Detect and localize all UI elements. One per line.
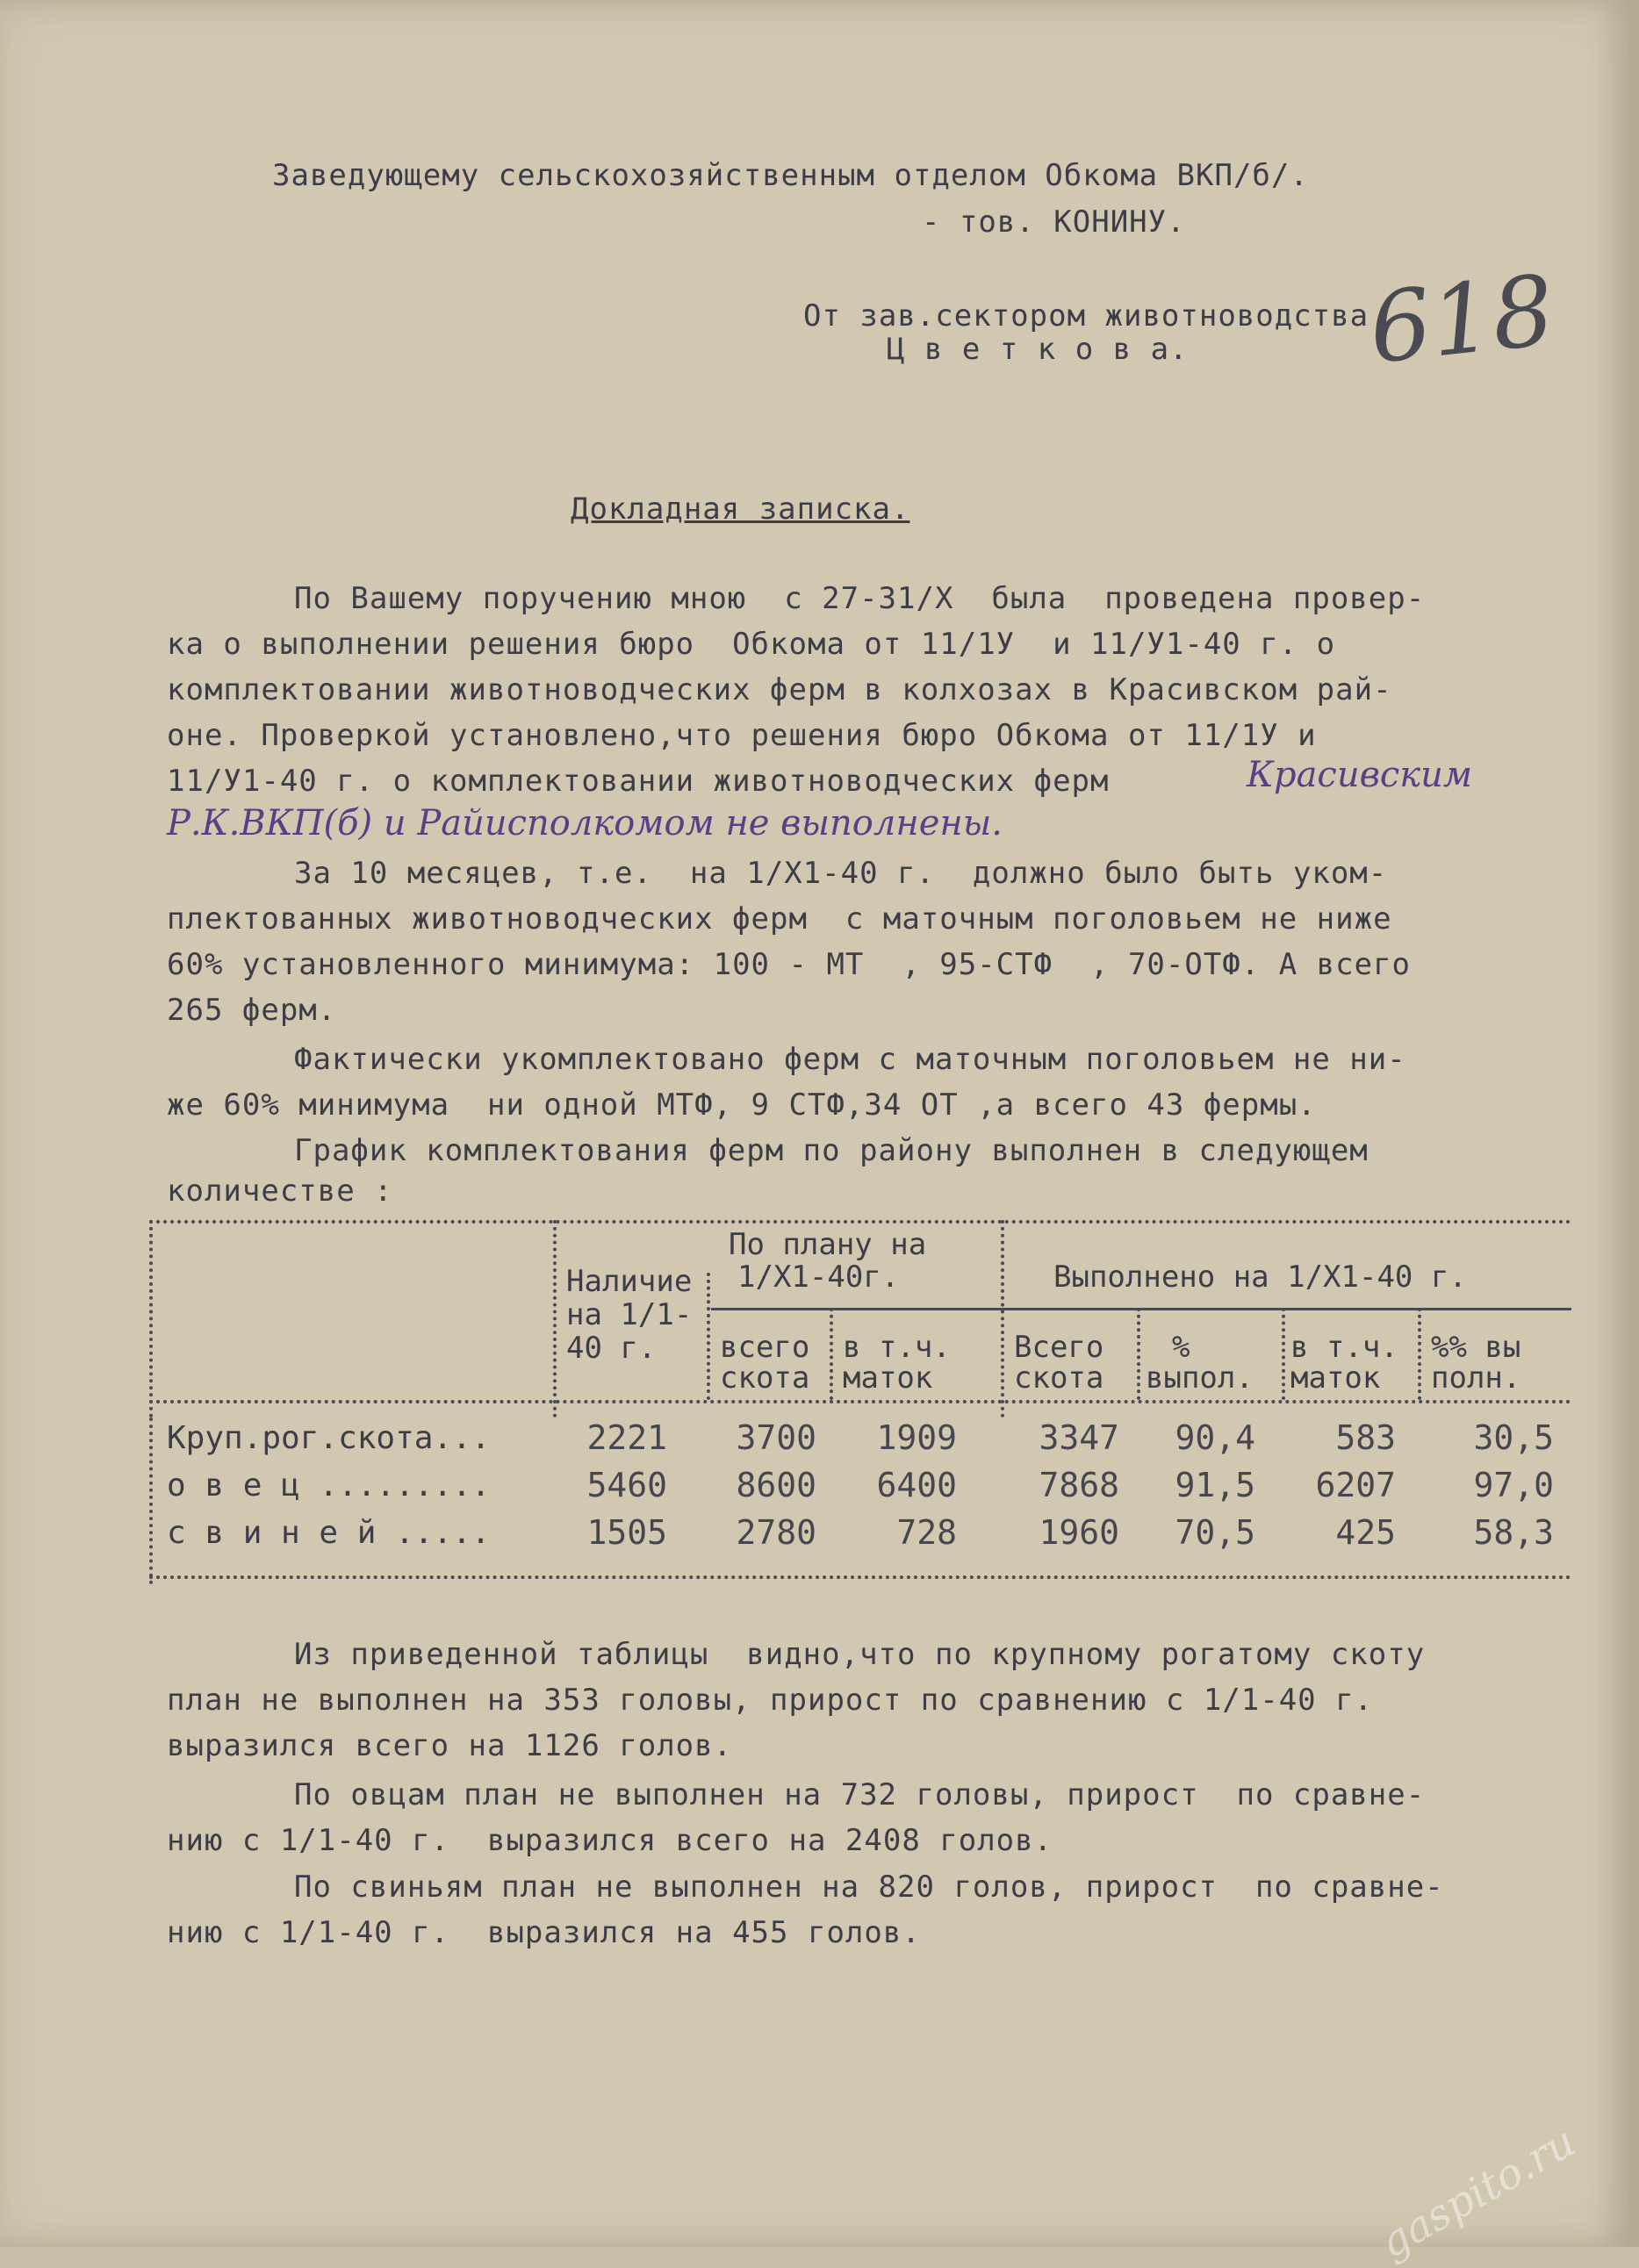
addressee-line-1: Заведующему сельскохозяйственным отделом Обкома ВКП/б/.	[272, 158, 1309, 193]
row-pigs-plan-females: 728	[896, 1513, 957, 1552]
p1-line-5: 11/У1-40 г. о комплектовании животноводческих ферм	[167, 764, 1110, 799]
p3-line-1: Фактически укомплектовано ферм с маточным поголовьем не ни-	[294, 1042, 1406, 1077]
hdr-availability-1: Наличие	[566, 1264, 693, 1299]
hdr-done-pct-2: выпол.	[1146, 1360, 1254, 1396]
p2-line-4: 265 ферм.	[167, 993, 337, 1028]
handwritten-note-1: Красивским	[1247, 755, 1473, 795]
page-number-mark: 618	[1363, 254, 1560, 385]
table-col-divider-6	[1282, 1308, 1285, 1400]
hdr-plan-females-2: маток	[843, 1360, 933, 1396]
p2-line-2: плектованных животноводческих ферм с маточным поголовьем не ниже	[167, 901, 1392, 937]
row-pigs-label: с в и н е й .....	[167, 1515, 491, 1551]
p2-line-1: За 10 месяцев, т.е. на 1/Х1-40 г. должно было быть уком-	[294, 856, 1388, 891]
p2-line-3: 60% установленного минимума: 100 - МТ , 95-СТФ , 70-ОТФ. А всего	[167, 947, 1412, 982]
row-pigs-done-females-pct: 58,3	[1473, 1513, 1554, 1552]
hdr-plan-total-2: скота	[720, 1360, 810, 1396]
hdr-plan-total-1: всего	[720, 1330, 810, 1365]
from-line-2: Ц в е т к о в а.	[887, 332, 1189, 367]
row-pigs-done-total: 1960	[1039, 1513, 1119, 1552]
row-sheep-done-females-pct: 97,0	[1473, 1466, 1554, 1504]
table-col-divider-1	[553, 1220, 557, 1418]
table-col-divider-2	[707, 1273, 710, 1400]
hdr-availability-3: 40 г.	[566, 1331, 657, 1366]
hdr-done-females-pct-2: полн.	[1431, 1360, 1521, 1396]
table-group-rule	[711, 1308, 1571, 1310]
row-sheep-done-pct: 91,5	[1175, 1466, 1255, 1504]
document-title: Докладная записка.	[571, 492, 910, 527]
handwritten-note-2: Р.К.ВКП(б) и Райисполкомом не выполнены.	[167, 803, 1003, 843]
p1-line-2: ка о выполнении решения бюро Обкома от 11/1У и 11/У1-40 г. о	[167, 627, 1336, 662]
livestock-table	[149, 1220, 1571, 1589]
row-sheep-plan-total: 8600	[736, 1466, 816, 1504]
table-col-divider-4	[1001, 1220, 1004, 1418]
p1-line-3: комплектовании животноводческих ферм в колхозах в Красивском рай-	[167, 672, 1392, 707]
table-left-dots-body	[149, 1418, 153, 1584]
from-line-1: От зав.сектором животноводства	[803, 298, 1369, 334]
hdr-done-total-1: Всего	[1014, 1330, 1104, 1365]
p5-line-3: выразился всего на 1126 голов.	[167, 1728, 733, 1763]
addressee-line-2: - тов. КОНИНУ.	[922, 205, 1186, 240]
row-cattle-availability: 2221	[586, 1418, 667, 1457]
row-sheep-availability: 5460	[586, 1466, 667, 1504]
paper-edge	[1628, 0, 1639, 2247]
table-header-rule	[149, 1400, 1571, 1403]
row-cattle-label: Круп.рог.скота...	[167, 1420, 491, 1456]
row-pigs-done-females: 425	[1335, 1513, 1396, 1552]
p4-line-2: количестве :	[167, 1173, 393, 1209]
watermark: gaspito.ru	[1371, 2117, 1585, 2268]
table-top-rule	[149, 1220, 1571, 1224]
p4-line-1: График комплектования ферм по району выполнен в следующем	[294, 1133, 1369, 1168]
row-cattle-done-females: 583	[1335, 1418, 1396, 1457]
hdr-done-total-2: скота	[1014, 1360, 1104, 1396]
table-col-divider-3	[830, 1308, 833, 1400]
row-sheep-done-total: 7868	[1039, 1466, 1119, 1504]
row-sheep-plan-females: 6400	[876, 1466, 957, 1504]
hdr-plan-2: 1/Х1-40г.	[737, 1260, 900, 1295]
row-cattle-done-pct: 90,4	[1175, 1418, 1255, 1457]
row-pigs-availability: 1505	[586, 1513, 667, 1552]
row-sheep-done-females: 6207	[1315, 1466, 1396, 1504]
row-sheep-label: о в е ц .........	[167, 1468, 491, 1504]
p7-line-2: нию с 1/1-40 г. выразился на 455 голов.	[167, 1915, 921, 1950]
hdr-availability-2: на 1/1-	[566, 1297, 693, 1332]
table-left-dots	[149, 1220, 153, 1418]
hdr-done-females-2: маток	[1290, 1360, 1381, 1396]
p7-line-1: По свиньям план не выполнен на 820 голов, прирост по сравне-	[294, 1870, 1444, 1905]
table-col-divider-7	[1418, 1308, 1421, 1400]
hdr-done-females-1: в т.ч.	[1290, 1330, 1398, 1365]
row-cattle-done-total: 3347	[1039, 1418, 1119, 1457]
p1-line-1: По Вашему поручению мною с 27-31/Х была проведена провер-	[294, 581, 1426, 616]
hdr-plan-females-1: в т.ч.	[843, 1330, 951, 1365]
hdr-done-females-pct-1: %% вы	[1431, 1330, 1521, 1365]
hdr-done-group: Выполнено на 1/Х1-40 г.	[1053, 1260, 1467, 1295]
p5-line-1: Из приведенной таблицы видно,что по крупному рогатому скоту	[294, 1637, 1426, 1672]
hdr-plan-1: По плану на	[729, 1227, 927, 1262]
table-bottom-rule	[149, 1575, 1571, 1579]
row-pigs-done-pct: 70,5	[1175, 1513, 1255, 1552]
hdr-done-pct-1: %	[1172, 1330, 1190, 1365]
p3-line-2: же 60% минимума ни одной МТФ, 9 СТФ,34 ОТ ,а всего 43 фермы.	[167, 1087, 1317, 1123]
row-cattle-plan-females: 1909	[876, 1418, 957, 1457]
row-cattle-done-females-pct: 30,5	[1473, 1418, 1554, 1457]
p5-line-2: план не выполнен на 353 головы, прирост по сравнению с 1/1-40 г.	[167, 1683, 1374, 1718]
row-pigs-plan-total: 2780	[736, 1513, 816, 1552]
p6-line-2: нию с 1/1-40 г. выразился всего на 2408 голов.	[167, 1823, 1053, 1858]
table-col-divider-5	[1137, 1308, 1140, 1400]
row-cattle-plan-total: 3700	[736, 1418, 816, 1457]
p6-line-1: По овцам план не выполнен на 732 головы, прирост по сравне-	[294, 1777, 1426, 1812]
p1-line-4: оне. Проверкой установлено,что решения бюро Обкома от 11/1У и	[167, 718, 1317, 753]
